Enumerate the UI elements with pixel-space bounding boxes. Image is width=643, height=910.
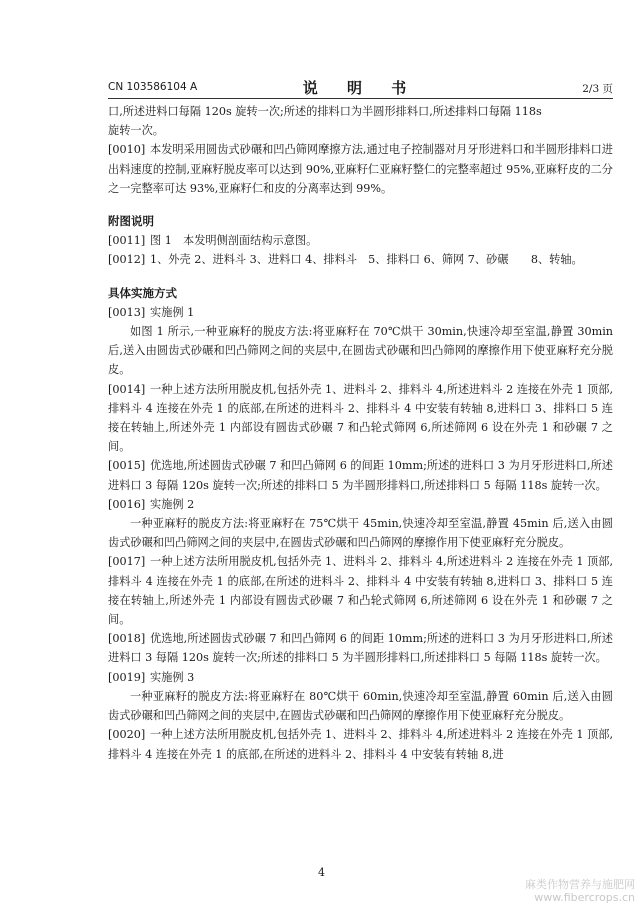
header-divider	[108, 98, 613, 99]
page-count: 2/3 页	[582, 83, 613, 95]
paragraph-tag: [0020]	[108, 728, 146, 742]
paragraph-0014	[108, 380, 613, 457]
paragraph-tag: [0016]	[108, 497, 146, 511]
paragraph-0010	[108, 140, 613, 198]
paragraph-text: 1、外壳 2、进料斗 3、进料口 4、排料斗 5、排料口 6、筛网 7、砂碾 8、转轴。	[150, 253, 583, 267]
paragraph-body: 一种亚麻籽的脱皮方法:将亚麻籽在 80℃烘干 60min,快速冷却至室温,静置 60min 后,送入由圆齿式砂碾和凹凸筛网之间的夹层中,在圆齿式砂碾和凹凸筛网的摩擦作用下使亚麻籽充分脱皮。	[108, 689, 613, 723]
page-header	[108, 78, 613, 96]
paragraph-0012	[108, 250, 613, 269]
paragraph-tag: [0018]	[108, 632, 146, 646]
paragraph-tag: [0010]	[108, 143, 146, 157]
paragraph-text: 本发明采用圆齿式砂碾和凹凸筛网摩擦方法,通过电子控制器对月牙形进料口和半圆形排料口进出料速度的控制,亚麻籽脱皮率可以达到 90%,亚麻籽仁亚麻籽整仁的完整率超过 95%,亚麻籽皮的二分之一完整率可达 93%,亚麻籽仁和皮的分离率达到 99%。	[108, 143, 613, 195]
paragraph-tag: [0011]	[108, 234, 146, 248]
paragraph-0013	[108, 303, 613, 322]
paragraph-0020	[108, 725, 613, 763]
paragraph-text: 实施例 3	[150, 670, 195, 684]
paragraph-tag: [0013]	[108, 305, 146, 319]
paragraph-text: 优选地,所述圆齿式砂碾 7 和凹凸筛网 6 的间距 10mm;所述的进料口 3 为月牙形进料口,所述进料口 3 每隔 120s 旋转一次;所述的排料口 5 为半圆形排料口,所述排料口 5 每隔 118s 旋转一次。	[108, 632, 613, 665]
paragraph-body: 如图 1 所示,一种亚麻籽的脱皮方法:将亚麻籽在 70℃烘干 30min,快速冷却至室温,静置 30min 后,送入由圆齿式砂碾和凹凸筛网之间的夹层中,在圆齿式砂碾和凹凸筛网的摩擦作用下使亚麻籽充分脱皮。	[108, 325, 613, 377]
paragraph-0018	[108, 629, 613, 667]
paragraph-text: 一种上述方法所用脱皮机,包括外壳 1、进料斗 2、排料斗 4,所述进料斗 2 连接在外壳 1 顶部,排料斗 4 连接在外壳 1 的底部,在所述的进料斗 2、排料斗 4 中安装有转轴 8,进	[108, 728, 613, 761]
paragraph-body: 一种亚麻籽的脱皮方法:将亚麻籽在 75℃烘干 45min,快速冷却至室温,静置 45min 后,送入由圆齿式砂碾和凹凸筛网之间的夹层中,在圆齿式砂碾和凹凸筛网的摩擦作用下使亚麻籽充分脱皮。	[108, 517, 613, 550]
watermark-line: 麻类作物营养与施肥网	[525, 878, 635, 891]
paragraph-0016	[108, 495, 613, 514]
paragraph-tag: [0019]	[108, 670, 146, 684]
paragraph-text: 优选地,所述圆齿式砂碾 7 和凹凸筛网 6 的间距 10mm;所述的进料口 3 为月牙形进料口,所述进料口 3 每隔 120s 旋转一次;所述的排料口 5 为半圆形排料口,所述排料口 5 每隔 118s 旋转一次。	[108, 459, 613, 492]
paragraph-0015	[108, 456, 613, 494]
watermark-line: www.fibercrops.cn	[534, 891, 635, 904]
paragraph-0011	[108, 231, 613, 250]
paragraph-text: 一种上述方法所用脱皮机,包括外壳 1、进料斗 2、排料斗 4,所述进料斗 2 连接在外壳 1 顶部,排料斗 4 连接在外壳 1 的底部,在所述的进料斗 2、排料斗 4 中安装有转轴 8,进料口 3、排料口 5 连接在转轴上,所述外壳 1 内部设有圆齿式砂碾 7 和凸轮式筛网 6,所述筛网 6 设在外壳 1 和砂碾 7 之间。	[108, 555, 613, 627]
paragraph-tag: [0014]	[108, 382, 146, 396]
watermark	[525, 878, 635, 904]
continuation-line: 口,所述进料口每隔 120s 旋转一次;所述的排料口为半圆形排料口,所述排料口每隔 118s	[108, 105, 542, 118]
paragraph-tag: [0017]	[108, 555, 146, 569]
paragraph-text: 图 1 本发明侧剖面结构示意图。	[150, 234, 318, 248]
section-heading-embodiments: 具体实施方式	[108, 285, 177, 300]
document-body	[108, 102, 613, 764]
paragraph-0019	[108, 668, 613, 687]
paragraph-text: 一种上述方法所用脱皮机,包括外壳 1、进料斗 2、排料斗 4,所述进料斗 2 连接在外壳 1 顶部,排料斗 4 连接在外壳 1 的底部,在所述的进料斗 2、排料斗 4 中安装有转轴 8,进料口 3、排料口 5 连接在转轴上,所述外壳 1 内部设有圆齿式砂碾 7 和凸轮式筛网 6,所述筛网 6 设在外壳 1 和砂碾 7 之间。	[108, 382, 613, 454]
continuation-line: 旋转一次。	[108, 124, 164, 138]
paragraph-text: 实施例 2	[150, 497, 195, 511]
patent-number: CN 103586104 A	[108, 81, 198, 93]
paragraph-tag: [0012]	[108, 253, 146, 267]
paragraph-tag: [0015]	[108, 459, 146, 473]
section-heading-drawings: 附图说明	[108, 214, 154, 229]
page-number: 4	[318, 866, 325, 879]
paragraph-0017	[108, 552, 613, 629]
paragraph-text: 实施例 1	[150, 305, 195, 319]
document-title: 说 明 书	[302, 79, 419, 97]
